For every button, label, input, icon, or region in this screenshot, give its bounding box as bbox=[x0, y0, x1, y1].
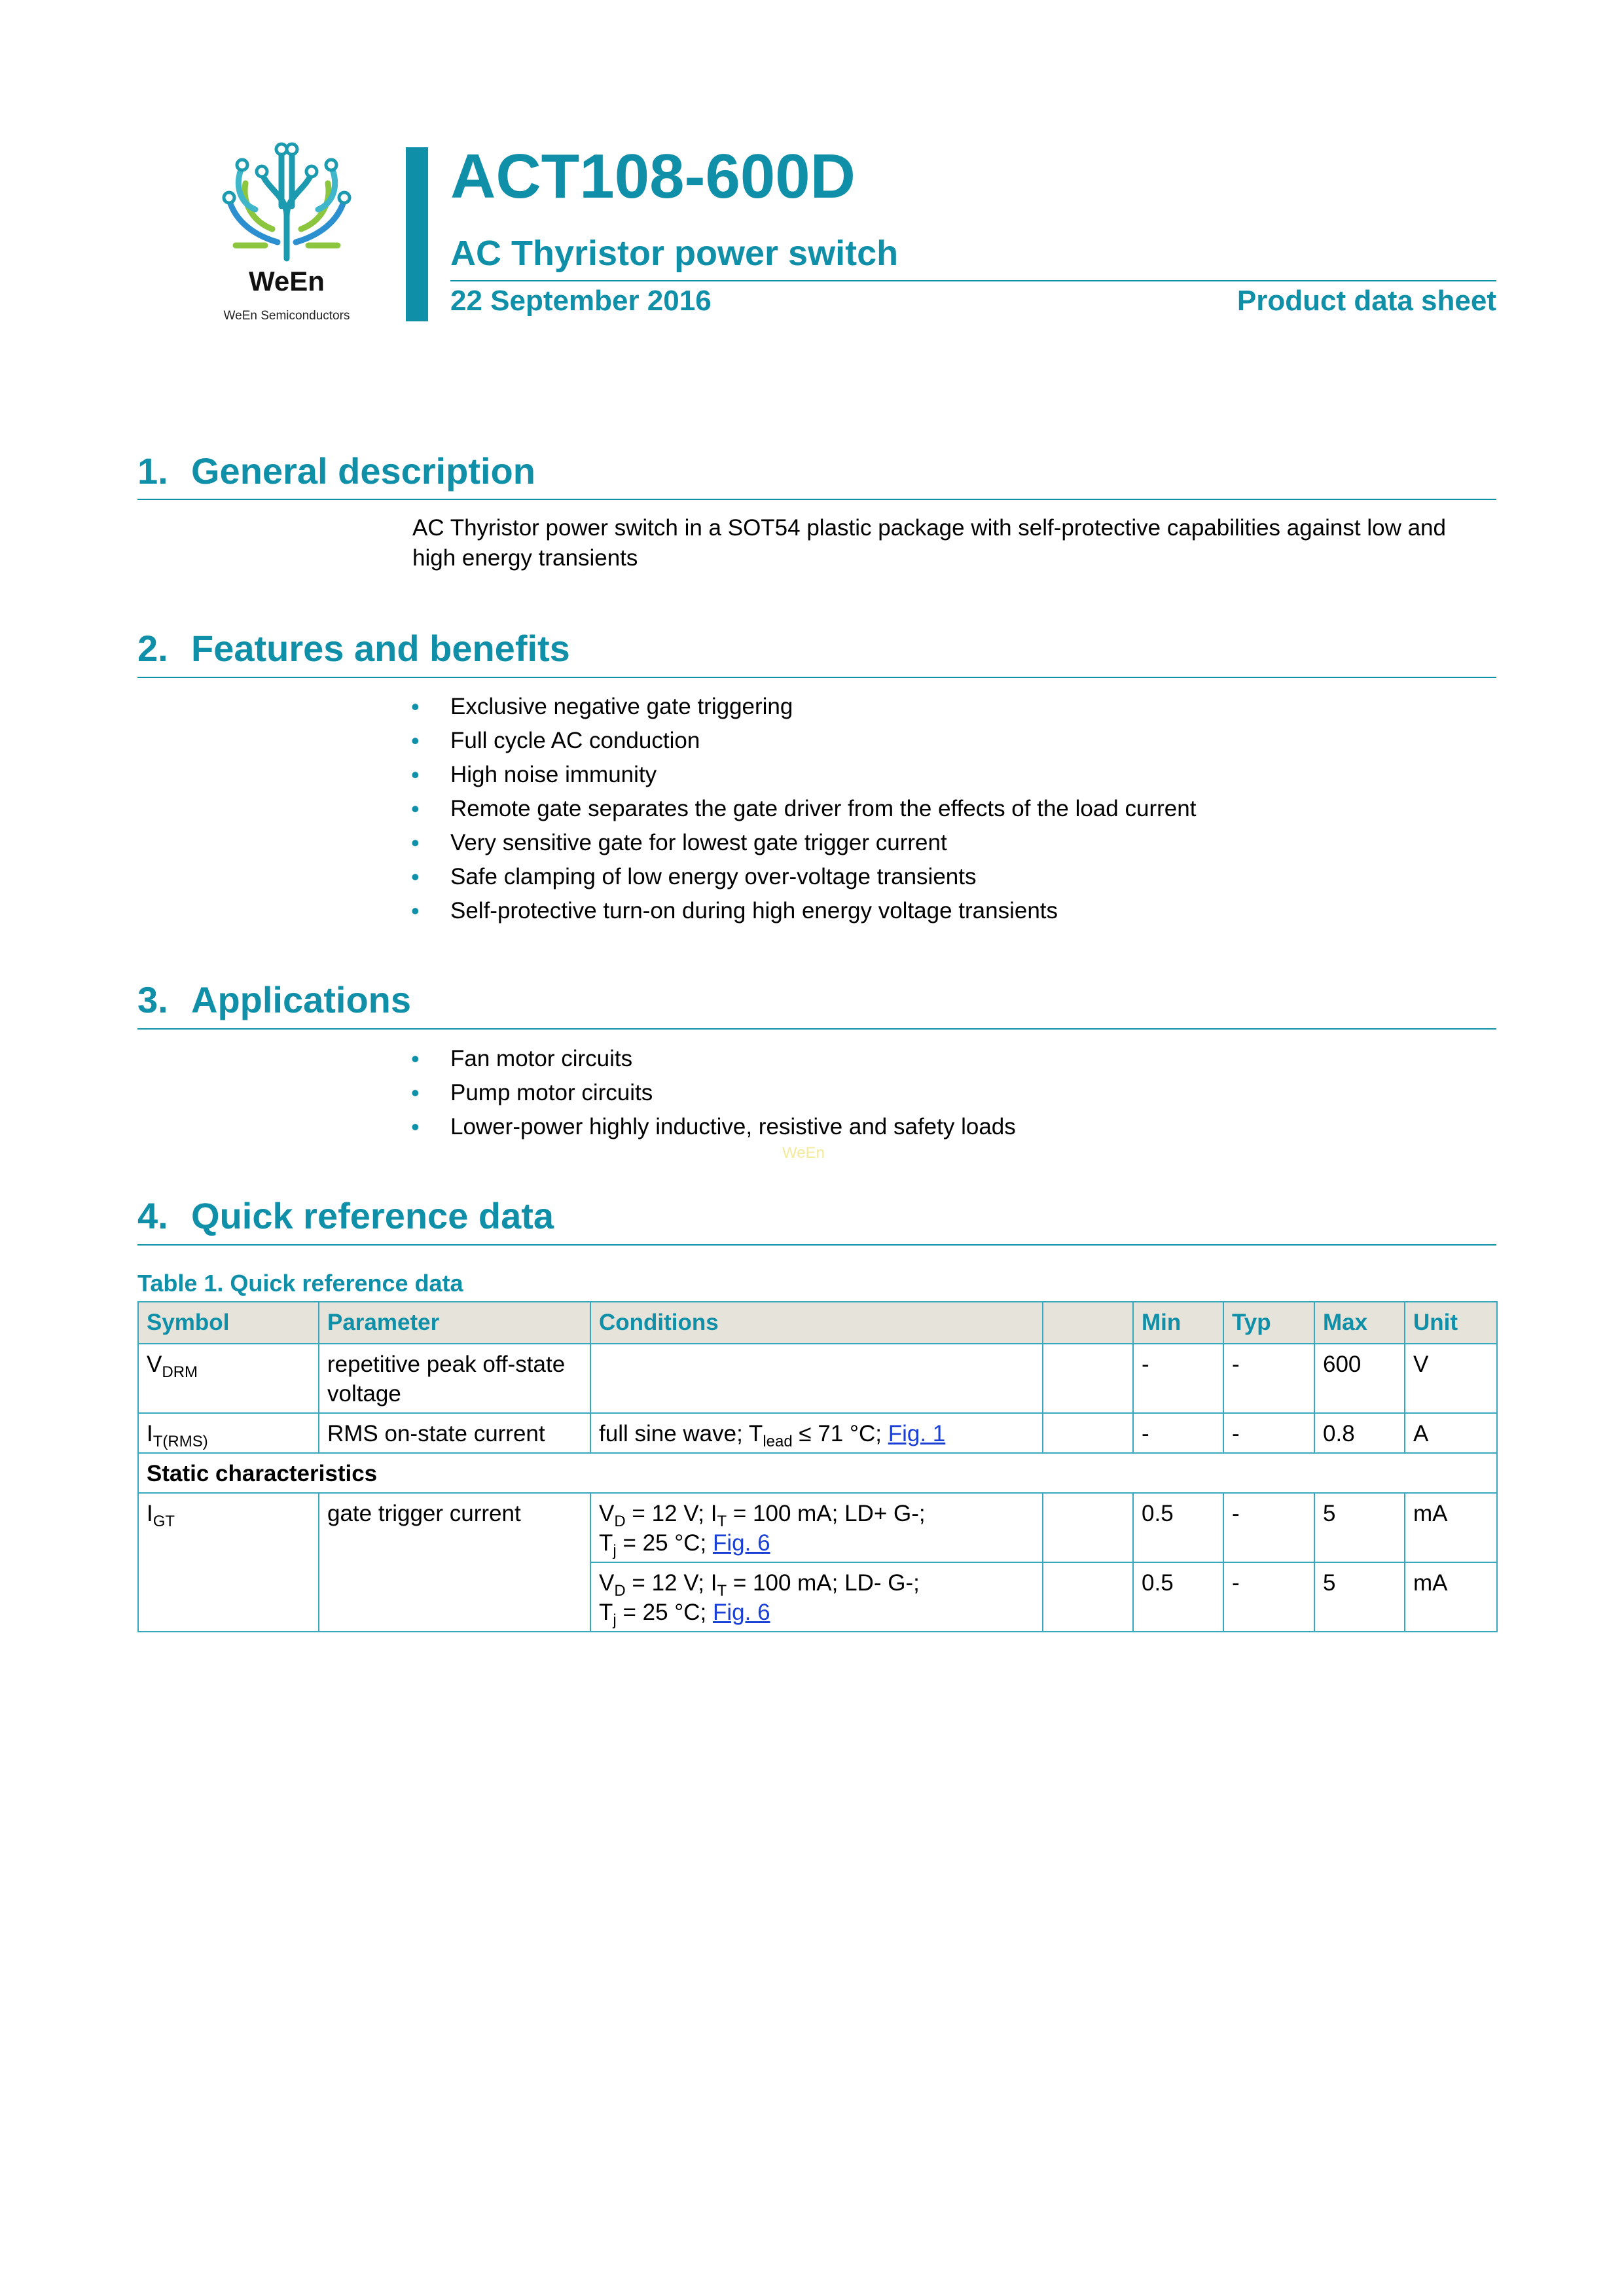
section-divider bbox=[137, 677, 1496, 678]
header-symbol: Symbol bbox=[138, 1302, 319, 1344]
figure-link[interactable]: Fig. 1 bbox=[888, 1421, 946, 1446]
cell-symbol bbox=[138, 1413, 319, 1453]
section-heading-features bbox=[137, 630, 570, 667]
document-title: ACT108-600D bbox=[450, 141, 856, 211]
cell-typ: - bbox=[1223, 1493, 1314, 1562]
quick-reference-table bbox=[137, 1301, 1498, 1632]
header-unit: Unit bbox=[1405, 1302, 1497, 1344]
section-divider bbox=[137, 1244, 1496, 1246]
document-date: 22 September 2016 bbox=[450, 285, 712, 317]
condition-text: = 25 °C; bbox=[616, 1530, 713, 1556]
section-number: 3. bbox=[137, 979, 168, 1020]
section-title: General description bbox=[191, 450, 535, 492]
header-conditions: Conditions bbox=[590, 1302, 1043, 1344]
list-item: • Exclusive negative gate triggering bbox=[410, 690, 1196, 724]
condition-subscript: T bbox=[717, 1582, 727, 1600]
cell-conditions bbox=[590, 1493, 1043, 1562]
cell-max: 5 bbox=[1314, 1562, 1405, 1632]
logo-subtitle: WeEn Semiconductors bbox=[223, 309, 350, 323]
list-item: • Full cycle AC conduction bbox=[410, 724, 1196, 758]
header-accent-bar bbox=[406, 147, 428, 321]
symbol-main: I bbox=[147, 1501, 153, 1526]
header-max: Max bbox=[1314, 1302, 1405, 1344]
cell-min: - bbox=[1133, 1344, 1223, 1413]
cell-unit: V bbox=[1405, 1344, 1497, 1413]
cell-parameter: RMS on-state current bbox=[319, 1413, 590, 1453]
list-item: • Self-protective turn-on during high energy voltage transients bbox=[410, 894, 1196, 928]
cell-conditions bbox=[590, 1562, 1043, 1632]
condition-subscript: T bbox=[717, 1513, 727, 1530]
list-item: • Pump motor circuits bbox=[410, 1076, 1016, 1110]
cell-max: 600 bbox=[1314, 1344, 1405, 1413]
condition-text: full sine wave; T bbox=[599, 1421, 763, 1446]
logo-tree-icon bbox=[216, 137, 357, 262]
cell-min: 0.5 bbox=[1133, 1562, 1223, 1632]
condition-subscript: lead bbox=[763, 1433, 793, 1450]
table-row bbox=[138, 1413, 1497, 1453]
figure-link[interactable]: Fig. 6 bbox=[713, 1600, 770, 1625]
figure-link[interactable]: Fig. 6 bbox=[713, 1530, 770, 1556]
section-divider bbox=[137, 499, 1496, 500]
condition-text: T bbox=[599, 1600, 613, 1625]
cell-unit: A bbox=[1405, 1413, 1497, 1453]
condition-text: = 100 mA; LD+ G-; bbox=[727, 1501, 926, 1526]
symbol-subscript: T(RMS) bbox=[153, 1433, 208, 1450]
cell-blank bbox=[1043, 1562, 1133, 1632]
cell-blank bbox=[1043, 1493, 1133, 1562]
condition-text: V bbox=[599, 1570, 615, 1596]
condition-text: T bbox=[599, 1530, 613, 1556]
document-type: Product data sheet bbox=[1236, 285, 1496, 317]
cell-min: - bbox=[1133, 1413, 1223, 1453]
watermark: WeEn bbox=[782, 1144, 825, 1162]
cell-min: 0.5 bbox=[1133, 1493, 1223, 1562]
condition-text: = 12 V; I bbox=[625, 1570, 717, 1596]
cell-blank bbox=[1043, 1344, 1133, 1413]
list-item: • Very sensitive gate for lowest gate trigger current bbox=[410, 826, 1196, 860]
features-list bbox=[410, 690, 1196, 928]
condition-subscript: D bbox=[614, 1513, 626, 1530]
section-number: 1. bbox=[137, 450, 168, 492]
section-divider bbox=[137, 1028, 1496, 1030]
symbol-subscript: DRM bbox=[162, 1363, 198, 1381]
condition-subscript: D bbox=[614, 1582, 626, 1600]
symbol-main: I bbox=[147, 1421, 153, 1446]
symbol-subscript: GT bbox=[153, 1513, 175, 1530]
condition-text: = 25 °C; bbox=[616, 1600, 713, 1625]
company-logo bbox=[208, 137, 365, 334]
header-blank bbox=[1043, 1302, 1133, 1344]
list-item: • Fan motor circuits bbox=[410, 1042, 1016, 1076]
table-row bbox=[138, 1344, 1497, 1413]
condition-subscript: j bbox=[613, 1611, 617, 1629]
table-caption: Table 1. Quick reference data bbox=[137, 1270, 463, 1297]
condition-text: = 12 V; I bbox=[625, 1501, 717, 1526]
condition-subscript: j bbox=[613, 1542, 617, 1560]
document-subtitle: AC Thyristor power switch bbox=[450, 234, 899, 273]
condition-text: = 100 mA; LD- G-; bbox=[727, 1570, 920, 1596]
cell-conditions bbox=[590, 1413, 1043, 1453]
cell-conditions bbox=[590, 1344, 1043, 1413]
header-divider bbox=[450, 280, 1496, 281]
section-heading-applications bbox=[137, 979, 412, 1020]
cell-max: 0.8 bbox=[1314, 1413, 1405, 1453]
section-title: Features and benefits bbox=[191, 628, 570, 669]
cell-parameter: gate trigger current bbox=[319, 1493, 590, 1632]
cell-typ: - bbox=[1223, 1344, 1314, 1413]
cell-parameter: repetitive peak off-state voltage bbox=[319, 1344, 590, 1413]
cell-symbol bbox=[138, 1344, 319, 1413]
header-min: Min bbox=[1133, 1302, 1223, 1344]
cell-typ: - bbox=[1223, 1413, 1314, 1453]
cell-typ: - bbox=[1223, 1562, 1314, 1632]
section-heading-general bbox=[137, 450, 535, 492]
list-item: • Safe clamping of low energy over-voltage transients bbox=[410, 860, 1196, 894]
section-title: Applications bbox=[191, 979, 412, 1020]
condition-text: V bbox=[599, 1501, 615, 1526]
table-row bbox=[138, 1493, 1497, 1562]
table-header-row bbox=[138, 1302, 1497, 1344]
cell-unit: mA bbox=[1405, 1493, 1497, 1562]
general-description-text: AC Thyristor power switch in a SOT54 plastic package with self-protective capabilities against low and high energy transients bbox=[412, 515, 1446, 571]
list-item: • High noise immunity bbox=[410, 758, 1196, 792]
symbol-main: V bbox=[147, 1352, 162, 1377]
condition-text: ≤ 71 °C; bbox=[792, 1421, 888, 1446]
section-number: 4. bbox=[137, 1195, 168, 1236]
table-subheading-row bbox=[138, 1453, 1497, 1493]
list-item: • Lower-power highly inductive, resistive and safety loads bbox=[410, 1110, 1016, 1144]
section-number: 2. bbox=[137, 628, 168, 669]
header-typ: Typ bbox=[1223, 1302, 1314, 1344]
section-heading-quick-reference bbox=[137, 1195, 554, 1236]
section-title: Quick reference data bbox=[191, 1195, 554, 1236]
cell-unit: mA bbox=[1405, 1562, 1497, 1632]
cell-symbol bbox=[138, 1493, 319, 1632]
list-item: • Remote gate separates the gate driver from the effects of the load current bbox=[410, 792, 1196, 826]
logo-name: WeEn bbox=[249, 266, 325, 296]
cell-max: 5 bbox=[1314, 1493, 1405, 1562]
static-characteristics-heading: Static characteristics bbox=[138, 1453, 1497, 1493]
cell-blank bbox=[1043, 1413, 1133, 1453]
header-parameter: Parameter bbox=[319, 1302, 590, 1344]
applications-list bbox=[410, 1042, 1016, 1144]
